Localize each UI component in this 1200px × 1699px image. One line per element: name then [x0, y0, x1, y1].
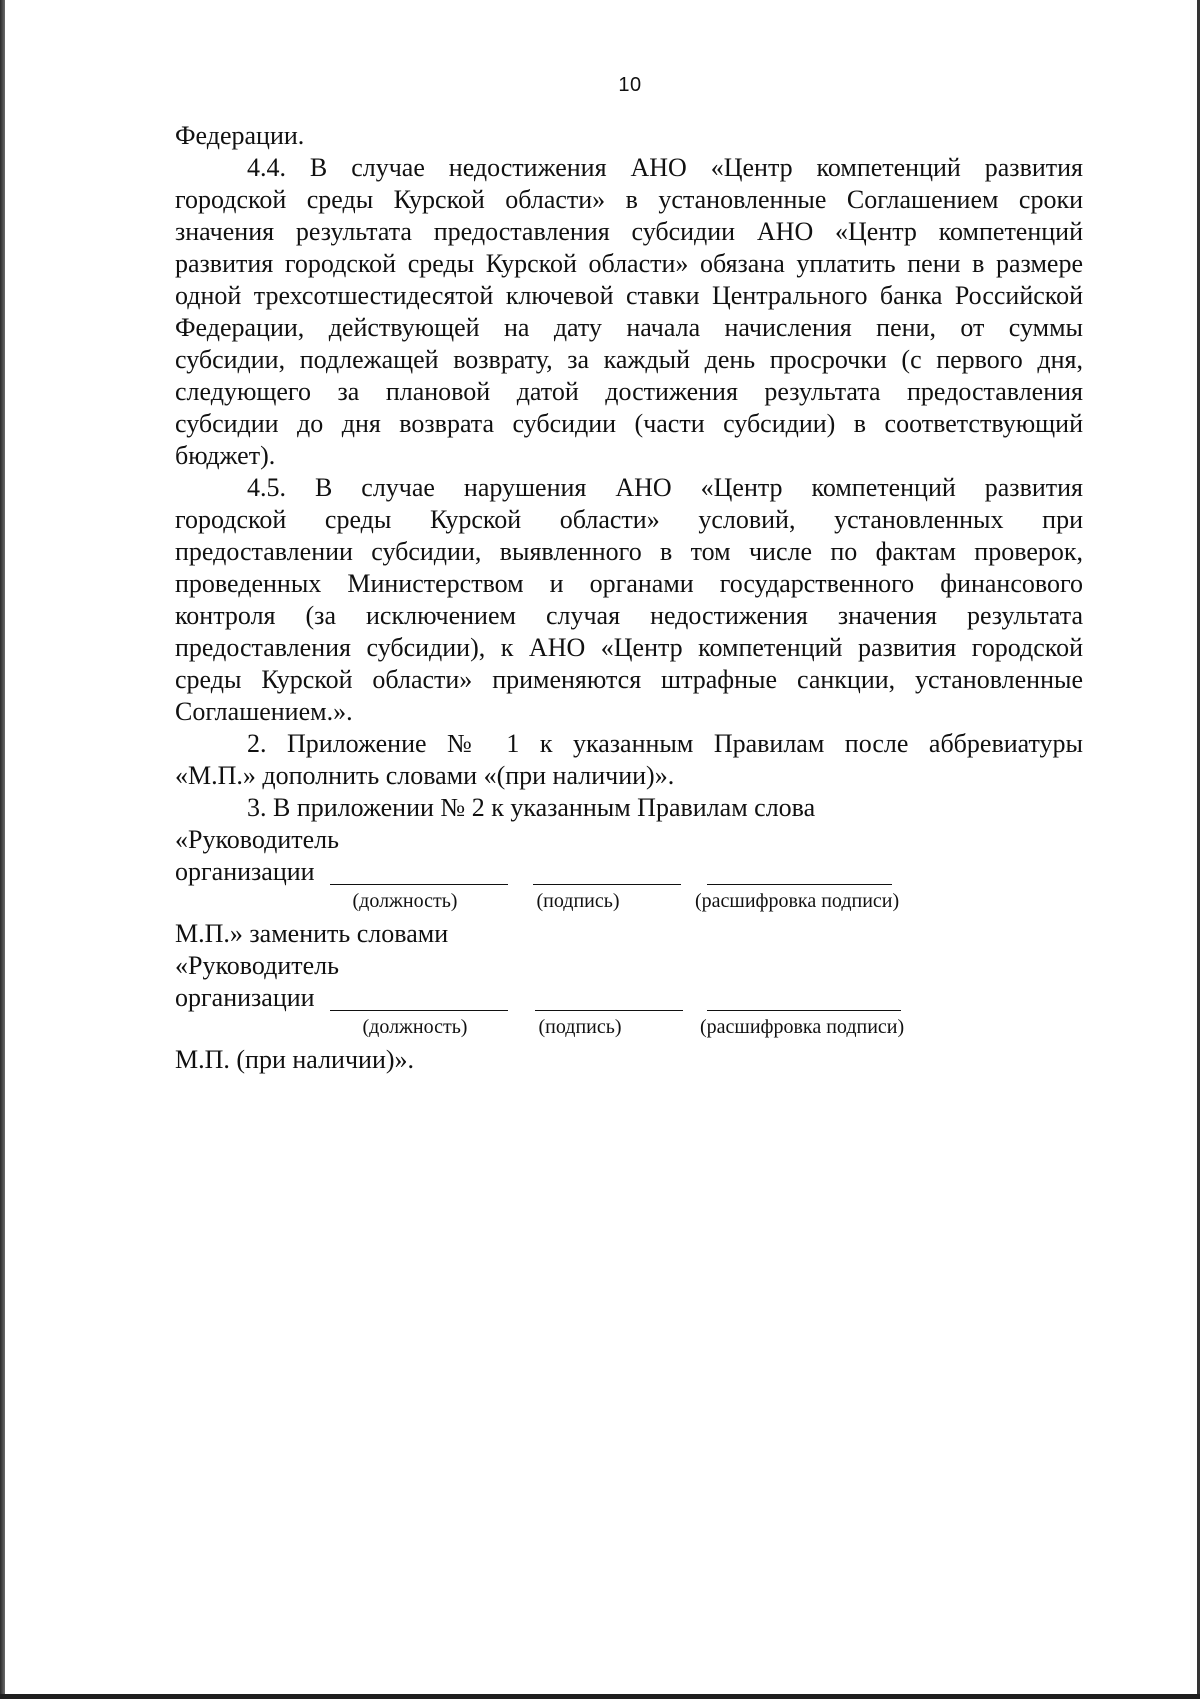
- signature-blank-line: [533, 884, 681, 885]
- item-2: [175, 728, 1083, 792]
- text-line: «Руководитель: [175, 825, 339, 854]
- caption-decoding: (расшифровка подписи): [695, 890, 900, 912]
- caption-signature: (подпись): [538, 1016, 622, 1038]
- signature-label: организации: [175, 857, 315, 886]
- text-line: бюджет).: [175, 441, 276, 470]
- text-line: М.П.» заменить словами: [175, 919, 449, 948]
- paragraph-4-5: [175, 472, 1083, 728]
- text-line: «М.П.» дополнить словами «(при наличии)».: [175, 761, 675, 790]
- text-line: городской среды Курской области» в установленные Соглашением сроки: [175, 185, 1083, 214]
- signature-block-new: [175, 950, 1083, 1076]
- text-line: 3. В приложении № 2 к указанным Правилам слова: [247, 793, 816, 822]
- text-line: субсидии, подлежащей возврату, за каждый день просрочки (с первого дня,: [175, 345, 1083, 374]
- item-3: [175, 792, 1083, 824]
- signature-blank-line: [535, 1010, 683, 1011]
- text-line: 2. Приложение № 1 к указанным Правилам после аббревиатуры: [247, 729, 1083, 758]
- caption-signature: (подпись): [536, 890, 620, 912]
- text-line: предоставлении субсидии, выявленного в том числе по фактам проверок,: [175, 537, 1083, 566]
- document-body: [175, 120, 1083, 1076]
- text-line: М.П. (при наличии)».: [175, 1045, 415, 1074]
- signature-row: [175, 982, 1083, 1014]
- text-line: городской среды Курской области» условий, установленных при: [175, 505, 1083, 534]
- text-line: одной трехсотшестидесятой ключевой ставки Центрального банка Российской: [175, 281, 1083, 310]
- scan-edge-bottom: [0, 1694, 1200, 1699]
- text-line: значения результата предоставления субсидии АНО «Центр компетенций: [175, 217, 1083, 246]
- scan-edge-left: [0, 0, 5, 1699]
- signature-row: [175, 856, 1083, 888]
- caption-row: [175, 1014, 1083, 1044]
- text-line: Федерации, действующей на дату начала начисления пени, от суммы: [175, 313, 1083, 342]
- text-line: среды Курской области» применяются штрафные санкции, установленные: [175, 665, 1083, 694]
- caption-position: (должность): [362, 1016, 468, 1038]
- page-number: 10: [618, 74, 642, 96]
- text-line: развития городской среды Курской области» обязана уплатить пени в размере: [175, 249, 1083, 278]
- text-line: контроля (за исключением случая недостижения значения результата: [175, 601, 1083, 630]
- paragraph-4-4: [175, 152, 1083, 472]
- text-line: следующего за плановой датой достижения результата предоставления: [175, 377, 1083, 406]
- caption-row: [175, 888, 1083, 918]
- position-blank-line: [330, 1010, 508, 1011]
- text-line: 4.4. В случае недостижения АНО «Центр компетенций развития: [247, 153, 1083, 182]
- text-line: проведенных Министерством и органами государственного финансового: [175, 569, 1083, 598]
- text-line: Соглашением.».: [175, 697, 353, 726]
- text-line: субсидии до дня возврата субсидии (части субсидии) в соответствующий: [175, 409, 1083, 438]
- text-line: «Руководитель: [175, 951, 339, 980]
- signature-label: организации: [175, 983, 315, 1012]
- text-line: Федерации.: [175, 121, 305, 150]
- decoding-blank-line: [707, 884, 892, 885]
- position-blank-line: [330, 884, 508, 885]
- caption-decoding: (расшифровка подписи): [700, 1016, 905, 1038]
- decoding-blank-line: [707, 1010, 901, 1011]
- caption-position: (должность): [352, 890, 458, 912]
- text-line: 4.5. В случае нарушения АНО «Центр компетенций развития: [247, 473, 1083, 502]
- signature-block-old: [175, 824, 1083, 950]
- text-line: предоставления субсидии), к АНО «Центр компетенций развития городской: [175, 633, 1083, 662]
